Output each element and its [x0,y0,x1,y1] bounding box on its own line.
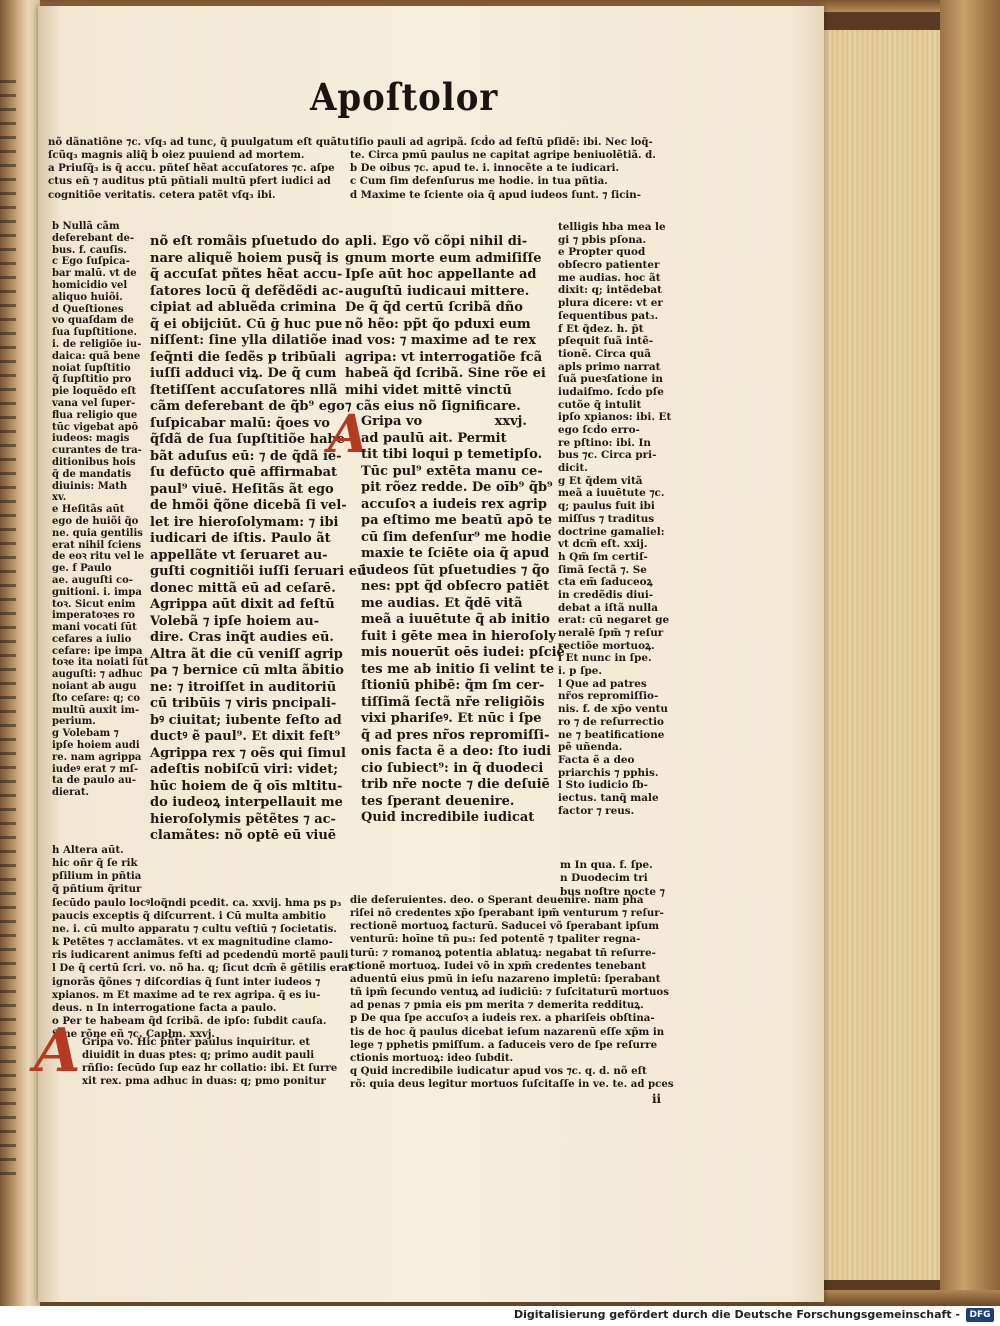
dfg-logo[interactable]: DFG [966,1308,994,1322]
gloss-top-left: nõ dãnatiõne ⁊c. vſq₃ ad tunc, q̃ puulgatum eſt quãtu ſcũq₃ magnis aliq̃ ḃ oiez puuiend ad mortem. a Priuſq̃₃ is q̃ accu. pñteſ hẽat accuſatores ⁊c. aſpe ctus eñ ⁊ auditus ptū pñtiali multū pfert iudici ad cognitiõe veritatis. cetera patẽt vſq₃ ibi. [48,136,350,201]
signature-mark: ii [652,1092,662,1106]
main-text-column-1: nõ eſt romãis pſuetudo do nare aliquẽ hoiem pusq̃ is q̃ accuſat pñtes hẽat accu- ſatores locū q̃ defẽdẽdi ac- cipiat ad abluẽda crimina q̃ ei obijciūt. Cū ḡ huc pue niſſent: ſine ylla dilatiõe in ſeq̃nti die ſedẽs p tribūali iuſſi adduci viꝝ. De q̃ cum ſtetiſſent accuſatores nllã cãm deferebant de q̃b⁹ ego ſuſpicabar malū: q̃oes vo q̃ſdã de ſua ſupſtitiõe habe bãt aduſus eū: ⁊ de q̃dã ie- ſu defūcto quē affirmabat paul⁹ viuē. Heſitãs ãt ego de hmõi q̃õne dicebã ſi vel- let ire hieroſolymam: ⁊ ibi iudicari de iſtis. Paulo ãt appellãte vt ſeruaret au- guſti cognitiõi iuſſi ſeruari eū donec mittã eū ad ceſarē. Agrippa aūt dixit ad feſtū Volebã ⁊ ipſe hoiem au- dire. Cras inq̃t audies eū. Altra ãt die cū veniſſ agrip pa ⁊ bernice cū mlta ãbitio ne: ⁊ itroiſſet in auditoriū cū tribūis ⁊ viris pncipali- bꝰ ciuitat; iubente feſto ad ductꝰ ẽ paul⁹. Et dixit feſt⁹ Agrippa rex ⁊ oẽs qui ſimul adeſtis nobiſcū viri: videt; hūc hoiem de q̃ oīs mltitu- do iudeoꝝ interpellauit me hieroſolymis pẽtẽtes ⁊ ac- clamãtes: nõ optē eū viuē [150,234,367,843]
book-fore-edge [822,30,944,1280]
gloss-bottom-middle: die deſeruientes. deo. o Sperant deuenire. nam pha riſei nõ credentes xp̃o ſperabant ipm̃ venturum ⁊ reſur- rectionẽ mortuoꝝ facturū. Saducei võ ſperabant ipſum venturū: hoīne tñ pu₃: ſed potentē ⁊ tpaliter regna- turū: ⁊ romanoꝝ potentia ablatuꝝ: negabat tñ reſurre- ctionẽ mortuoꝝ. Iudei võ in xpm̃ credentes tenebant aduentū eius pmū in ieſu nazareno impletū: ſperabant tñ ipm̃ ſecundo ventuꝝ ad iudiciū: ⁊ ſuſcitaturū mortuos ad penas ⁊ pmia eis pm merita ⁊ demerita reddituꝝ. p De qua ſpe accuſoꝛ a iudeis rex. a phariſeis obſtina- tis de hoc q̃ paulus dicebat ieſum nazarenū eſſe xp̃m in lege ⁊ pphetis pmiſſum. a ſaduceis vero de ſpe reſurre ctionis mortuoꝝ: ideo ſubdit. q Quid incredibile iudicatur apud vos ⁊c. q. d. nõ eſt rõ: quia deus legitur mortuos ſuſcitaſſe in ve. te. ad pces [350,894,674,1091]
facing-page-text-sliver [0,80,16,1180]
gloss-left-bottom: Gripa vo. Hic pñter paulus inquiritur. et diuidit in duas ptes: q; primo audit pauli rñſio: ſecūdo ſup eaz hr collatio: ibi. Et ſurre xit rex. pma adhuc in duas: q; pmo ponitur [82,1036,338,1088]
rubricated-initial: A [328,404,369,465]
printed-page [34,6,824,1302]
main-text-column-2-lower: Gripa vo xxvj. ad paulū ait. Permit tit tibi loqui p temetipſo. Tūc pul⁹ extēta manu ce- pit rõez redde. De oīb⁹ q̃b⁹ accuſoꝛ a iudeis rex agrip pa eſtimo me beatū apō te cū ſim defenſur⁹ me hodie maxie te ſciēte oia q̃ apud iudeos ſūt pſuetudies ⁊ q̃o nes: ppt q̃d obſecro patiēt me audias. Et q̃dē vitã meã a iuuētute q̃ ab initio fuit i gēte mea in hieroſoly mis nouerūt oēs iudei: pſciē tes me ab initio ſi velint te ſtioniū phibē: q̃m ſm cer- tiſſimã ſectã nr̃e religiõis vixi phariſeꝰ. Et nūc i ſpe q̃ ad pres nr̃os repromiſſi- onis facta ẽ a deo: ſto iudi cio ſubiect⁹: in q̃ duodeci trib nr̃e nocte ⁊ die deſuiē tes ſperant deuenire. Quid incredibile iudicat [361,414,565,825]
gloss-right-lower: m In qua. f. ſpe. n Duodecim tri bus noſtre nocte ⁊ [560,859,665,898]
gloss-right-column: telligis hba mea le gi ⁊ pbis pſona. e Propter quod obſecro patienter me audias. hoc ãt dixit: q; intẽdebat plura dicere: vt er ſequentibus pat₃. f Et q̃dez. h. p̃t pſequit ſuã intẽ- tionẽ. Circa quã apls primo narrat ſuã pueꝛſatione in iudaiſmo. ſcḋo pſe cutõe q̃ intulit ipſo xpianos: ibi. Et ego ſcḋo erro- re pſtino: ibi. In bus ⁊c. Circa pri- dicit. g Et q̃dem vitã meã a iuuētute ⁊c. q; paulus fuit ibi miſſus ⁊ traditus doctrine gamaliel: vt dcm̃ eſt. xxij. h Qm̃ ſm certiſ- ſimã ſectã ⁊. Se cta em̃ ſaduceoꝝ in credẽdis diui- debat a iſtã nulla erat: cū negaret ge neralē ſpm̃ ⁊ reſur rectiõe mortuoꝝ. i Et nunc in ſpe. i. p ſpe. l Que ad patres nr̃os repromiſſio- nis. f. de xp̃o ventu ro ⁊ de reſurrectio ne ⁊ beatificatione pẽ uñenda. Facta ẽ a deo priarchis ⁊ pphis. l Sto iudicio ſb- iectus. tanq̃ male factor ⁊ reus. [558,221,672,817]
rubricated-initial-lower: A [34,1016,81,1086]
gloss-top-right: tiſio pauli ad agripã. ſcḋo ad feſtū pſidẽ: ibi. Nec loq̃- te. Circa pmū paulus ne capitat agripe beniuolẽtiã. d. b De oibus ⁊c. apud te. i. innocẽte a te iudicari. c Cum ſim defenſurus me hodie. in tua pñtia. d Maxime te ſciente oia q̃ apud iudeos ſunt. ⁊ ſicin- [350,136,656,201]
left-page-edge [0,0,40,1306]
running-title: Apoſtolor [310,76,499,120]
funding-credit: Digitalisierung gefördert durch die Deutsche Forschungsgemeinschaft - [513,1308,960,1321]
gloss-left-column: b Nullã cãm deferebant de- bus. f. cauſis. c Ego ſuſpica- bar malū. vt de homicidio vel aliquo huiõi. d Queſtiones vo quaſdam de ſua ſupſtitione. i. de religiõe iu- daica: quã bene noiat ſupſtitio q̃ ſupſtitio pro pie loquẽdo eſt vana vel ſuper- flua religio que tūc vigebat apō iudeos: magis curantes de tra- ditionibus hois q̃ de mandatis diuinis: Math xv. e Heſitãs aūt ego de huiõi q̃o ne. quia gentilis erat nihil ſciens de eoꝛ ritu vel le ge. f Paulo ae. auguſti co- gnitioni. i. impa toꝛ. Sicut enim imperatoꝛes ro mani vocati ſūt cefares a iulio cefare: ipe impa toꝛe ita noiati ſūt auguſti: ⁊ adhuc noiant ab augu ſto ceſare: q; co multū auxit im- perium. g Volebam ⁊ ipſe hoiem audi re. nam agrippa iudeꝰ erat ⁊ mſ- ta de paulo au- dierat. [52,221,149,799]
leather-cover-right [940,0,1000,1306]
digitization-footer [0,1306,1000,1326]
gloss-left-lower: h Altera aūt. hic oñr q̃ ſe rik pſilium in pñtia q̃ pñtium q̃ritur ſecūdo paulo locꝰloq̃ndi pcedit. ca. xxvij. hma ps p₃ paucis exceptis q̃ diſcurrent. i Cū multa ambitio ne. i. cū multo apparatu ⁊ cultu veſtiū ⁊ ſocietatis. k Petẽtes ⁊ acclamãtes. vt ex magnitudine clamo- ris iudicarent animus feſti ad pcedendū mortẽ pauli l De q̃ certū ſcri. vo. nõ ha. q; ſicut dcm̃ ẽ gẽtilis erat ignorãs q̃õnes ⁊ diſcordias q̃ ſunt inter iudeos ⁊ xpianos. m Et maxime ad te rex agripa. q̃ es iu- deus. n In interrogatione facta a paulo. o Per te habeam q̃d ſcribã. de ipſo: ſubdit cauſa. Sine rõne eñ ⁊c. Capłm. xxvj. [52,844,353,1041]
main-text-column-2-upper: apli. Ego võ cõpi nihil di- gnum morte eum admiſiſſe Ipſe aūt hoc appellante ad auguſtū iudicaui mittere. De q̃ q̃d certū ſcribã dño nõ hẽo: pp̃t q̃o pduxi eum ad vos: ⁊ maxime ad te rex agripa: vt interrogatiõe fcã habeã q̃d ſcribã. Sine rõe ei mihi videt mittē vinctū ⁊ cãs eius nõ ſignificare. [345,234,546,414]
